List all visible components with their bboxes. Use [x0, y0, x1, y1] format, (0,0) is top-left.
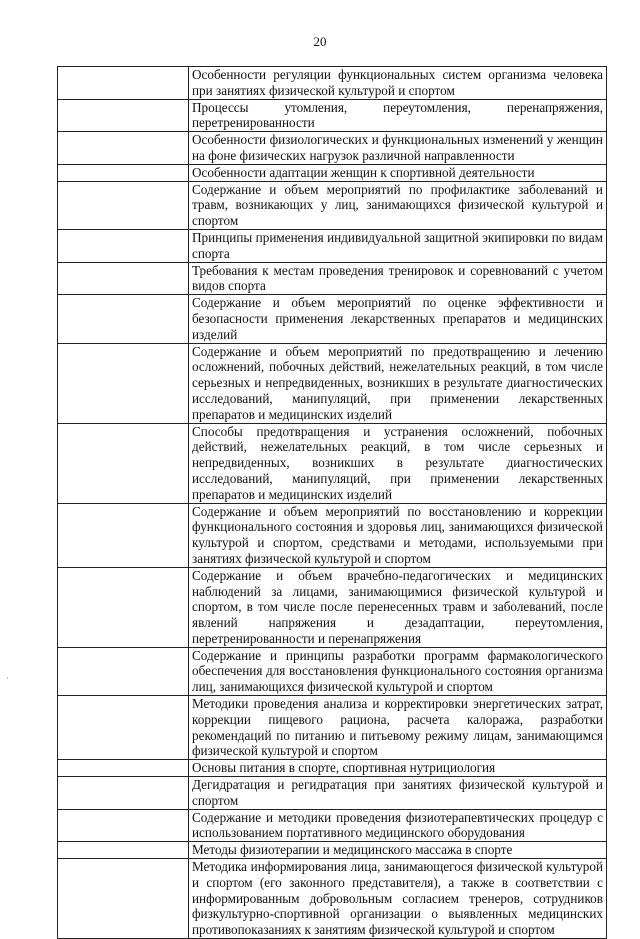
left-column-cell [58, 343, 189, 423]
table-row [58, 262, 607, 295]
requirements-table-body [58, 67, 607, 939]
knowledge-item: Содержание и объем мероприятий по оценке эффективности и безопасности применения лекарственных препаратов и медицинских изделий [189, 295, 607, 343]
left-column-cell [58, 262, 189, 295]
table-row [58, 777, 607, 810]
left-column-cell [58, 503, 189, 567]
table-row [58, 503, 607, 567]
table-row [58, 423, 607, 503]
table-row [58, 229, 607, 262]
left-column-cell [58, 760, 189, 777]
table-row [58, 99, 607, 132]
left-column-cell [58, 164, 189, 181]
left-column-cell [58, 842, 189, 859]
left-column-cell [58, 132, 189, 165]
requirements-table [57, 66, 607, 939]
knowledge-item: Методы физиотерапии и медицинского массажа в спорте [189, 842, 607, 859]
left-column-cell [58, 181, 189, 229]
left-column-cell [58, 567, 189, 647]
table-row [58, 132, 607, 165]
table-row [58, 181, 607, 229]
left-column-cell [58, 295, 189, 343]
table-row [58, 164, 607, 181]
knowledge-item: Принципы применения индивидуальной защитной экипировки по видам спорта [189, 229, 607, 262]
knowledge-item: Содержание и объем мероприятий по предотвращению и лечению осложнений, побочных действий, нежелательных реакций, в том числе серьезных и непредвиденных, возникших в результате диагностических исследований, манипуляций, при применении лекарственных препаратов и медицинских изделий [189, 343, 607, 423]
table-row [58, 647, 607, 695]
margin-mark: · [6, 673, 9, 683]
table-row [58, 295, 607, 343]
knowledge-item: Содержание и методики проведения физиотерапевтических процедур с использованием портативного медицинского оборудования [189, 809, 607, 842]
left-column-cell [58, 647, 189, 695]
left-column-cell [58, 99, 189, 132]
knowledge-item: Содержание и объем врачебно-педагогических и медицинских наблюдений за лицами, занимающимися физической культурой и спортом, в том числе после перенесенных травм и заболеваний, после явлений напряжения и дезадаптации, переутомления, перетренированности и перенапряжения [189, 567, 607, 647]
knowledge-item: Основы питания в спорте, спортивная нутрициология [189, 760, 607, 777]
left-column-cell [58, 809, 189, 842]
left-column-cell [58, 229, 189, 262]
knowledge-item: Особенности физиологических и функциональных изменений у женщин на фоне физических нагрузок различной направленности [189, 132, 607, 165]
knowledge-item: Содержание и объем мероприятий по восстановлению и коррекции функционального состояния и здоровья лиц, занимающихся физической культурой и спортом, средствами и методами, используемыми при занятиях физической культурой и спортом [189, 503, 607, 567]
table-row [58, 760, 607, 777]
table-row [58, 67, 607, 100]
knowledge-item: Процессы утомления, переутомления, перенапряжения, перетренированности [189, 99, 607, 132]
knowledge-item: Дегидратация и регидратация при занятиях физической культурой и спортом [189, 777, 607, 810]
table-row [58, 696, 607, 760]
knowledge-item: Методики проведения анализа и корректировки энергетических затрат, коррекции пищевого рациона, расчета калоража, разработки рекомендаций по питанию и питьевому режиму лицам, занимающимся физической культурой и спортом [189, 696, 607, 760]
page-number: 20 [313, 34, 327, 49]
left-column-cell [58, 67, 189, 100]
table-row [58, 343, 607, 423]
left-column-cell [58, 777, 189, 810]
knowledge-item: Содержание и принципы разработки программ фармакологического обеспечения для восстановления функционального состояния организма лиц, занимающихся физической культурой и спортом [189, 647, 607, 695]
table-row [58, 859, 607, 939]
table-row [58, 809, 607, 842]
knowledge-item: Особенности адаптации женщин к спортивной деятельности [189, 164, 607, 181]
knowledge-item: Способы предотвращения и устранения осложнений, побочных действий, нежелательных реакций, в том числе серьезных и непредвиденных, возникших в результате диагностических исследований, манипуляций, при применении лекарственных препаратов и медицинских изделий [189, 423, 607, 503]
left-column-cell [58, 423, 189, 503]
knowledge-item: Методика информирования лица, занимающегося физической культурой и спортом (его законного представителя), а также в соответствии с информированным добровольным согласием тренеров, сотрудников физкультурно-спортивной организации о выявленных медицинских противопоказаниях к занятиям физической культурой и спортом [189, 859, 607, 939]
table-row [58, 842, 607, 859]
table-row [58, 567, 607, 647]
left-column-cell [58, 696, 189, 760]
knowledge-item: Особенности регуляции функциональных систем организма человека при занятиях физической культурой и спортом [189, 67, 607, 100]
knowledge-item: Содержание и объем мероприятий по профилактике заболеваний и травм, возникающих у лиц, занимающихся физической культурой и спортом [189, 181, 607, 229]
knowledge-item: Требования к местам проведения тренировок и соревнований с учетом видов спорта [189, 262, 607, 295]
left-column-cell [58, 859, 189, 939]
